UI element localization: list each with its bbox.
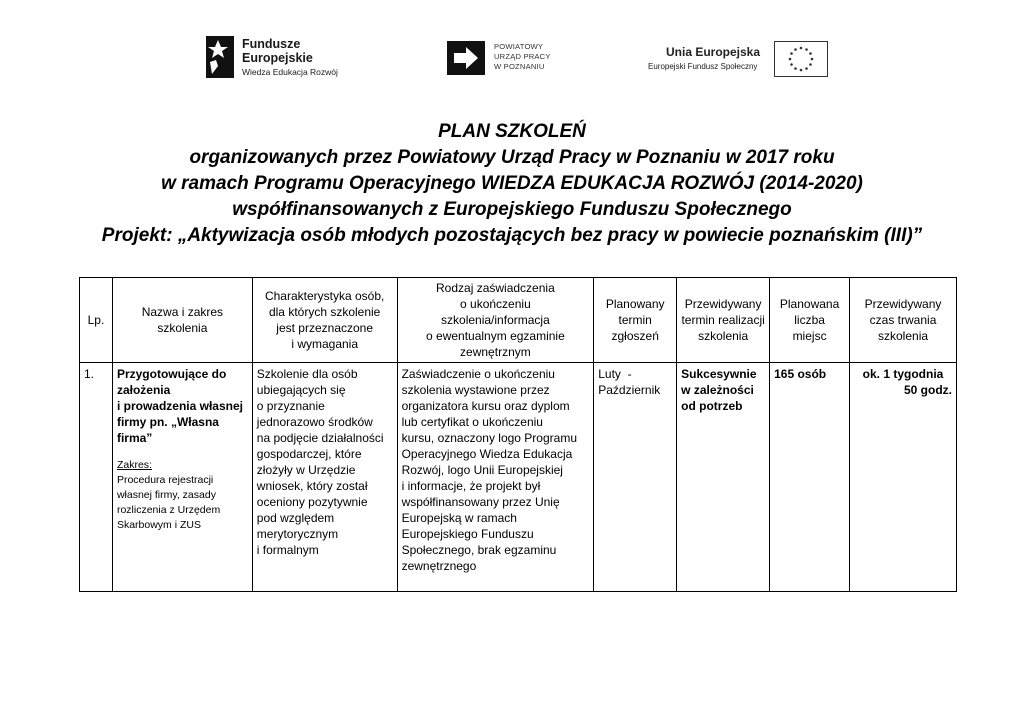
fundusze-europejskie-logo — [204, 34, 354, 84]
training-plan-table — [79, 277, 957, 592]
title-line2: organizowanych przez Powiatowy Urząd Pracy w Poznaniu w 2017 roku — [189, 147, 835, 168]
document-title: PLAN SZKOLEŃ — [438, 121, 586, 142]
unia-europejska-logo — [648, 40, 830, 80]
header-czas-trwania: Przewidywany czas trwania szkolenia — [850, 278, 957, 363]
pup-logo-line3: W POZNANIU — [494, 62, 545, 71]
header-termin-realizacji: Przewidywany termin realizacji szkolenia — [677, 278, 770, 363]
ue-logo-line1: Unia Europejska — [666, 45, 761, 59]
cell-liczba-miejsc: 165 osób — [770, 363, 850, 592]
fe-logo-line1: Fundusze — [242, 37, 301, 51]
title-line3: w ramach Programu Operacyjnego WIEDZA EDUKACJA ROZWÓJ (2014-2020) — [161, 173, 863, 194]
pup-logo-line1: POWIATOWY — [494, 42, 544, 51]
cell-lp: 1. — [80, 363, 113, 592]
fundusze-europejskie-emblem-icon — [204, 34, 236, 80]
cell-rodzaj-zaswiadczenia: Zaświadczenie o ukończeniu szkolenia wystawione przez organizatora kursu oraz dyplom lub certyfikat o ukończeniu kursu, oznaczony logo Programu Operacyjnego Wiedza Edukacja Rozwój, logo Unii Europejskiej i informacje, że projekt był współfinansowany przez Unię Europejską w ramach Europejskiego Funduszu Społecznego, brak egzaminu zewnętrznego — [397, 363, 594, 592]
header-charakterystyka: Charakterystyka osób, dla których szkolenie jest przeznaczone i wymagania — [252, 278, 397, 363]
header-liczba-miejsc: Planowana liczba miejsc — [770, 278, 850, 363]
title-line5-project: Projekt: „Aktywizacja osób młodych pozostających bez pracy w powiecie poznańskim (III)” — [101, 225, 923, 246]
eu-flag-icon — [774, 41, 828, 77]
cell-charakterystyka: Szkolenie dla osób ubiegających się o przyznanie jednorazowo środków na podjęcie działalności gospodarczej, które złożyły w Urzędzie wniosek, który został oceniony pozytywnie pod względem merytorycznym i formalnym — [252, 363, 397, 592]
cell-nazwa: Przygotowujące do założenia i prowadzenia własnej firmy pn. „Własna firma” Zakres: Procedura rejestracji własnej firmy, zasady rozliczenia z Urzędem Skarbowym i ZUS — [112, 363, 252, 592]
table-row — [80, 363, 957, 592]
fe-logo-line2: Europejskie — [242, 51, 313, 65]
zakres-label: Zakres: — [116, 459, 152, 471]
table-header-row — [80, 278, 957, 363]
fe-logo-line3: Wiedza Edukacja Rozwój — [242, 67, 338, 77]
header-nazwa: Nazwa i zakres szkolenia — [112, 278, 252, 363]
title-line4: współfinansowanych z Europejskiego Funduszu Społecznego — [232, 199, 792, 220]
pup-logo-line2: URZĄD PRACY — [494, 52, 551, 61]
cell-czas-trwania: ok. 1 tygodnia 50 godz. — [850, 363, 957, 592]
header-rodzaj-zaswiadczenia: Rodzaj zaświadczenia o ukończeniu szkolenia/informacja o ewentualnym egzaminie zewnętrznym — [397, 278, 594, 363]
cell-termin-zgloszen: Luty - Październik — [594, 363, 677, 592]
arrow-door-icon — [446, 40, 486, 76]
header-termin-zgloszen: Planowany termin zgłoszeń — [594, 278, 677, 363]
ue-logo-line2: Europejski Fundusz Społeczny — [648, 62, 758, 71]
pup-poznan-logo — [446, 40, 576, 80]
cell-termin-realizacji: Sukcesywnie w zależności od potrzeb — [677, 363, 770, 592]
header-lp: Lp. — [80, 278, 113, 363]
